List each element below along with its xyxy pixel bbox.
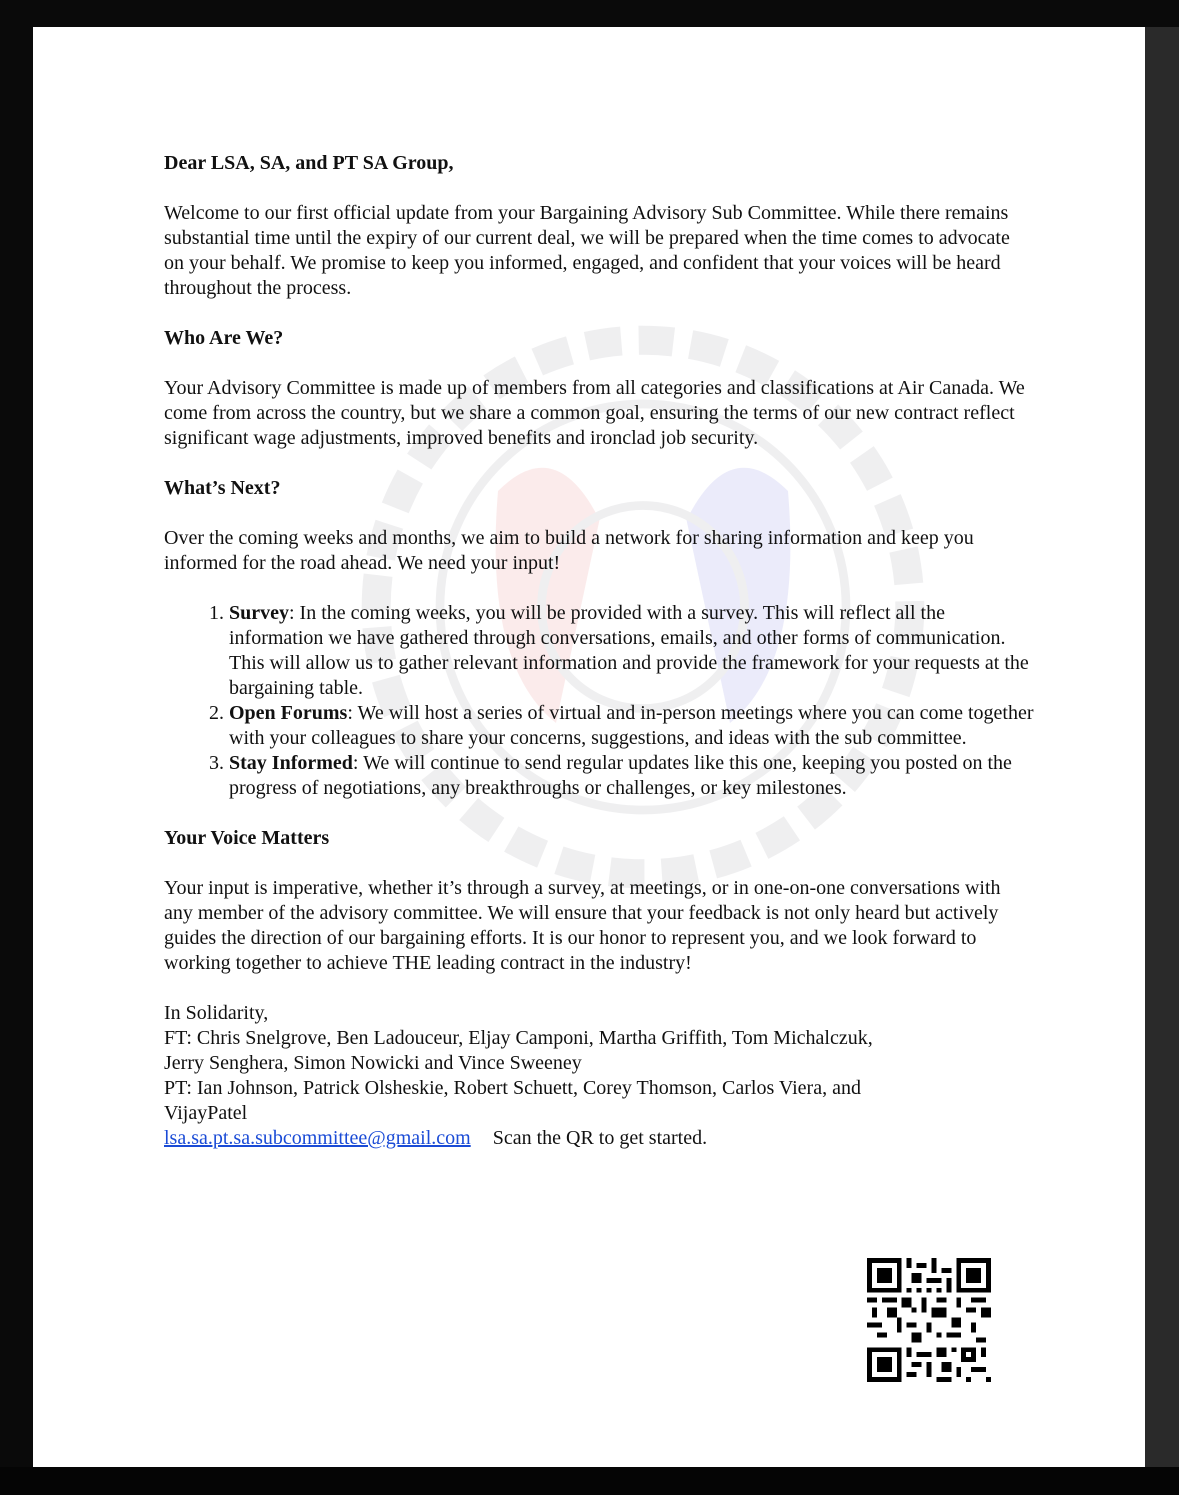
list-item-text: : We will host a series of virtual and in-person meetings where you can come together with your colleagues to share your concerns, suggestions, and ideas with the sub committee. xyxy=(229,702,1034,749)
side-panel-edge xyxy=(1145,27,1179,1467)
next-heading: What’s Next? xyxy=(164,477,281,499)
voice-heading: Your Voice Matters xyxy=(164,827,330,849)
qr-code-icon[interactable] xyxy=(867,1258,991,1382)
closing: In Solidarity, xyxy=(164,1002,269,1024)
email-link[interactable]: lsa.sa.pt.sa.subcommittee@gmail.com xyxy=(164,1127,471,1149)
list-item xyxy=(229,701,1034,751)
list-item xyxy=(229,601,1034,701)
list-item-text: : In the coming weeks, you will be provided with a survey. This will reflect all the information we have gathered through conversations, emails, and other forms of communication. This will allow us to gather relevant information and provide the framework for your requests at the bargaining table. xyxy=(229,602,1029,699)
list-item-term: Stay Informed xyxy=(229,752,353,774)
pt-members-line-1: PT: Ian Johnson, Patrick Olsheskie, Robert Schuett, Corey Thomson, Carlos Viera, and xyxy=(164,1077,861,1099)
list-item xyxy=(229,751,1034,801)
contact-line xyxy=(164,1126,1034,1151)
list-item-text: : We will continue to send regular updates like this one, keeping you posted on the progress of negotiations, any breakthroughs or challenges, or key milestones. xyxy=(229,752,1012,799)
action-list xyxy=(164,601,1034,801)
who-heading: Who Are We? xyxy=(164,327,284,349)
list-item-term: Survey xyxy=(229,602,289,624)
who-paragraph: Your Advisory Committee is made up of members from all categories and classifications at Air Canada. We come from across the country, but we share a common goal, ensuring the terms of our new contract reflect significant wage adjustments, improved benefits and ironclad job security. xyxy=(164,377,1025,449)
document-page xyxy=(33,27,1145,1467)
scan-instruction: Scan the QR to get started. xyxy=(492,1127,708,1149)
greeting: Dear LSA, SA, and PT SA Group, xyxy=(164,152,454,174)
bottom-edge xyxy=(0,1467,1179,1495)
next-paragraph: Over the coming weeks and months, we aim to build a network for sharing information and keep you informed for the road ahead. We need your input! xyxy=(164,527,974,574)
list-item-term: Open Forums xyxy=(229,702,348,724)
voice-paragraph: Your input is imperative, whether it’s through a survey, at meetings, or in one-on-one conversations with any member of the advisory committee. We will ensure that your feedback is not only heard but actively guides the direction of our bargaining efforts. It is our honor to represent you, and we look forward to working together to achieve THE leading contract in the industry! xyxy=(164,877,1001,974)
pt-members-line-2: VijayPatel xyxy=(164,1102,248,1124)
ft-members-line-2: Jerry Senghera, Simon Nowicki and Vince Sweeney xyxy=(164,1052,582,1074)
letter-body xyxy=(164,151,1034,1151)
ft-members-line-1: FT: Chris Snelgrove, Ben Ladouceur, Eljay Camponi, Martha Griffith, Tom Michalczuk, xyxy=(164,1027,873,1049)
intro-paragraph: Welcome to our first official update from your Bargaining Advisory Sub Committee. While there remains substantial time until the expiry of our current deal, we will be prepared when the time comes to advocate on your behalf. We promise to keep you informed, engaged, and confident that your voices will be heard throughout the process. xyxy=(164,202,1010,299)
